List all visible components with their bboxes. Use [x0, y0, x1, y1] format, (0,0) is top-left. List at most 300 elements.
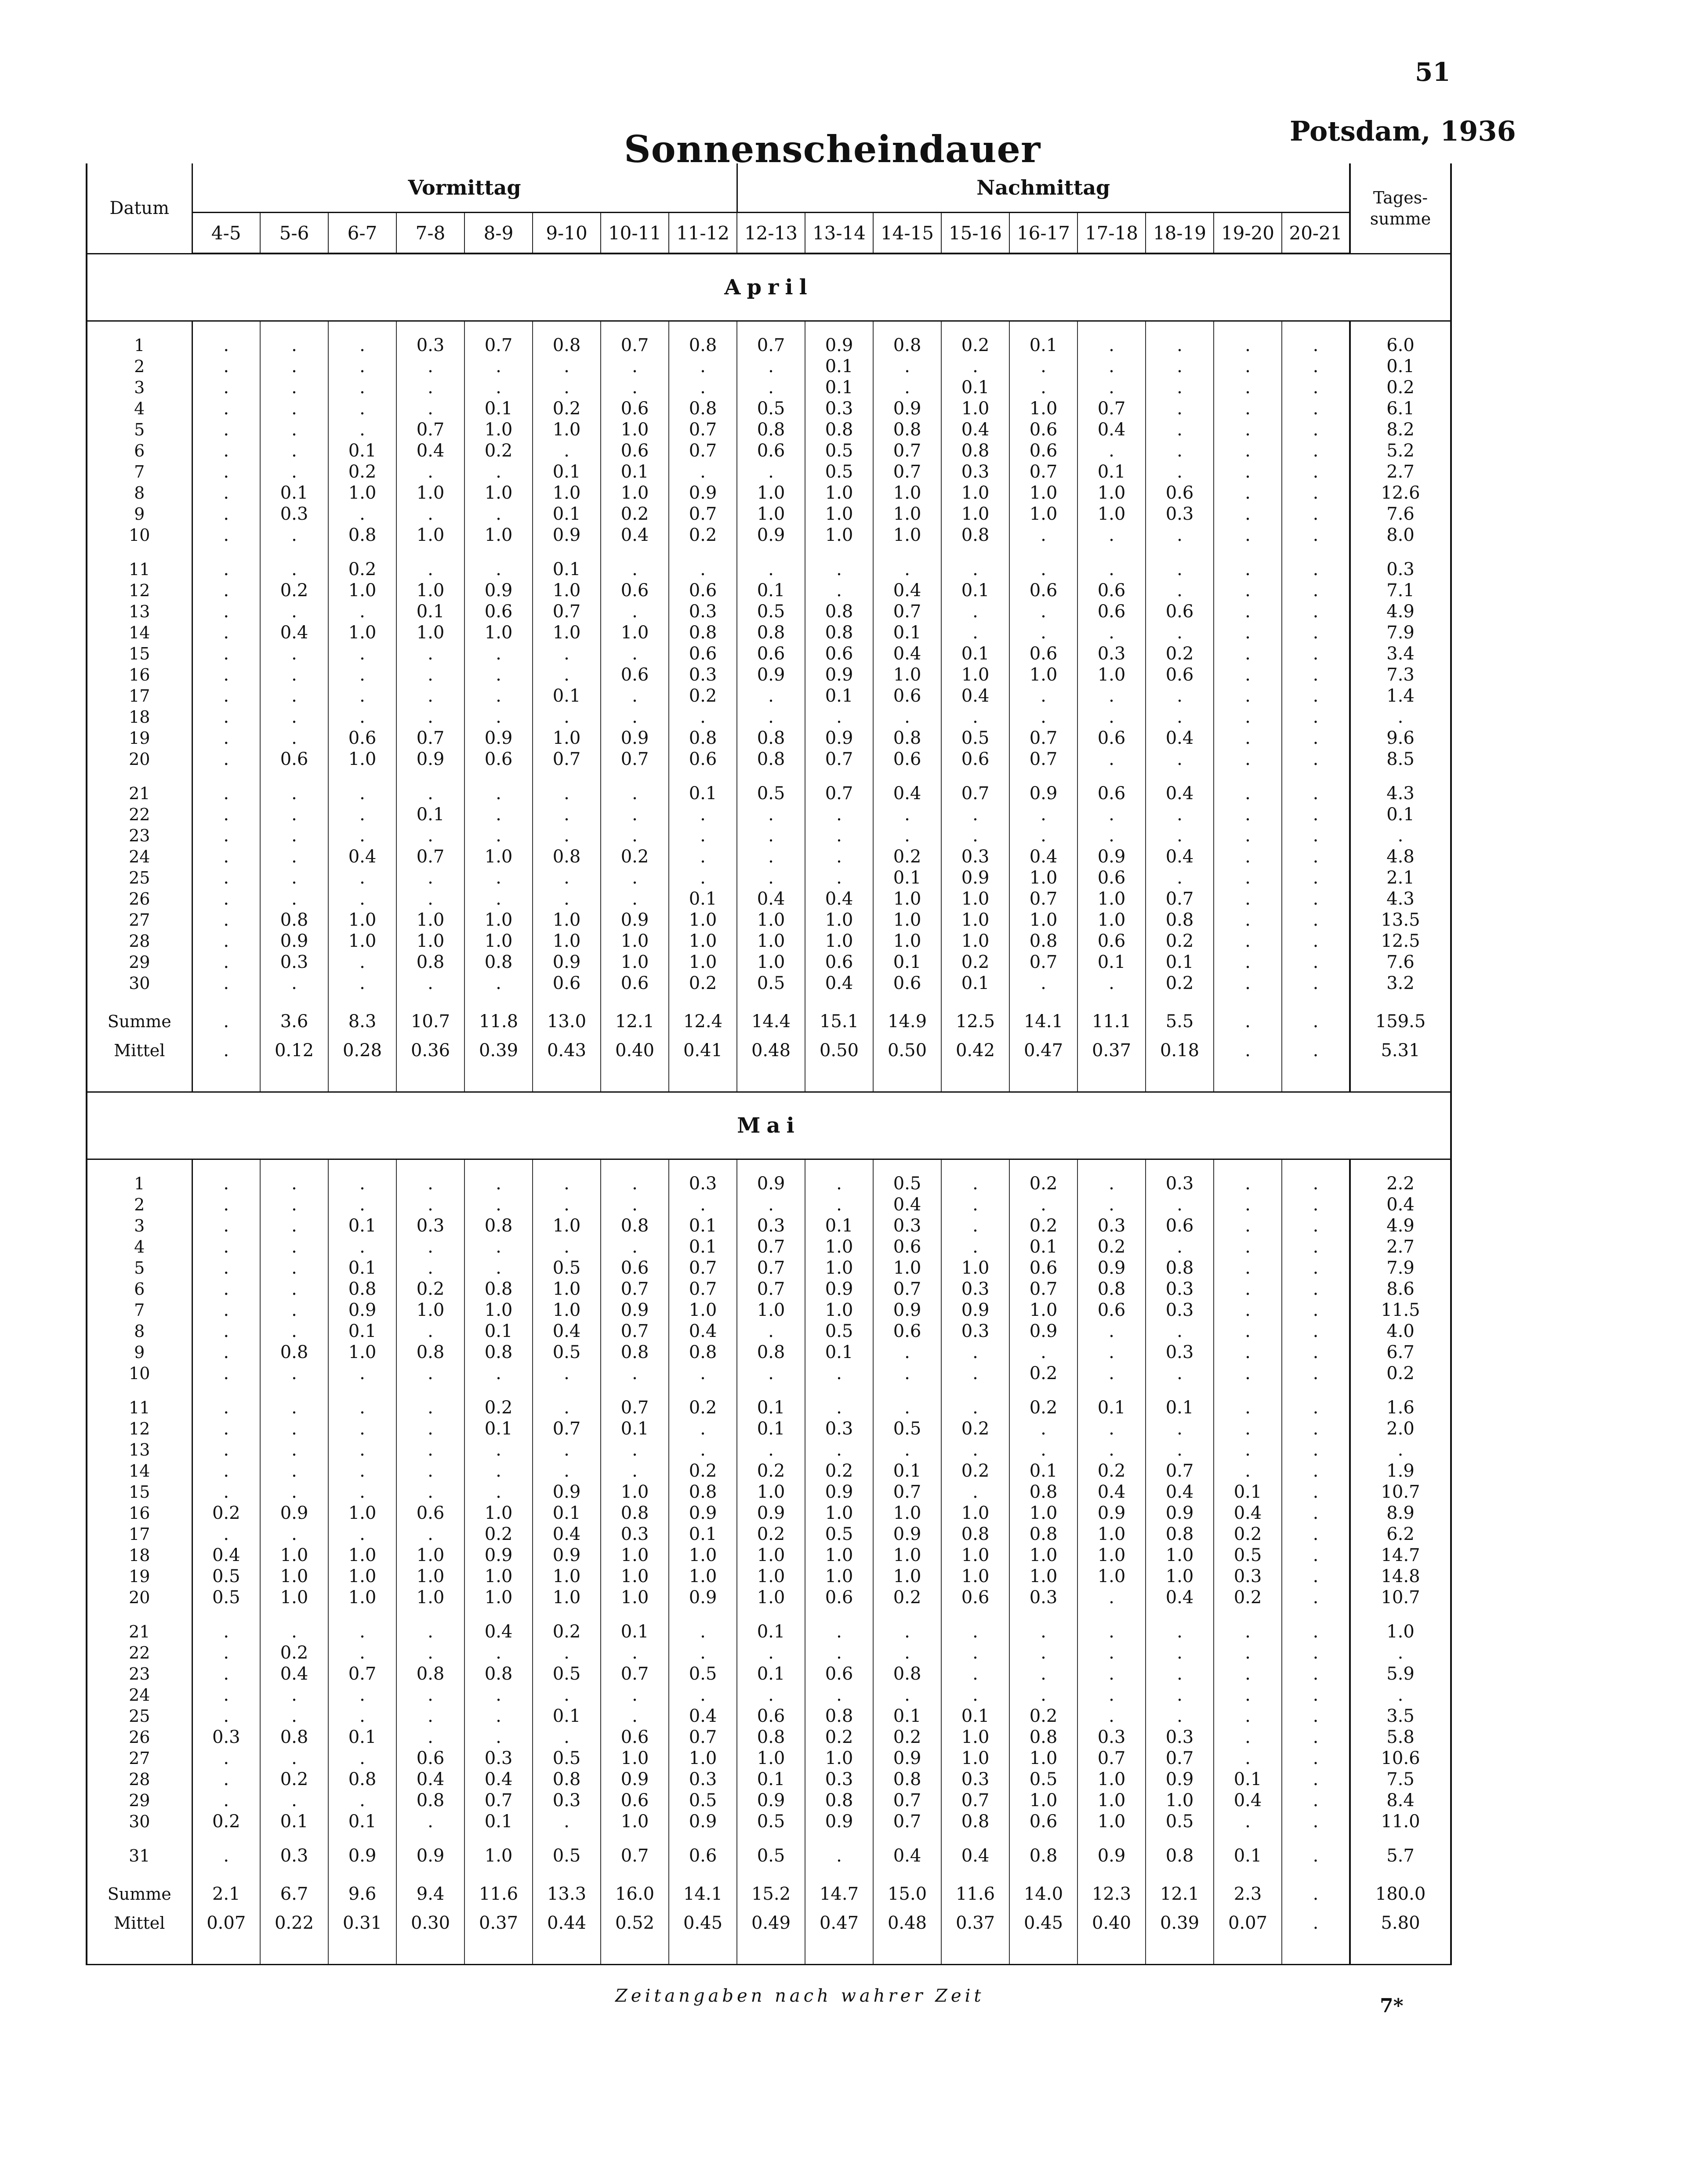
value-cell: 1.0	[805, 1566, 873, 1587]
table-row	[87, 1173, 1451, 1194]
empty-cell	[669, 1866, 737, 1880]
value-cell: .	[396, 888, 464, 909]
empty-cell	[1146, 1608, 1214, 1621]
date-cell: 4	[87, 1236, 192, 1257]
value-cell: .	[1009, 1439, 1077, 1460]
empty-cell	[396, 1065, 464, 1092]
empty-cell	[1214, 994, 1282, 1007]
value-cell: .	[192, 335, 260, 356]
value-cell: .	[873, 1684, 941, 1706]
tagessumme-cell: 8.4	[1350, 1790, 1451, 1811]
value-cell: 0.7	[1009, 461, 1077, 482]
value-cell: 1.0	[328, 1587, 396, 1608]
value-cell: .	[1282, 525, 1350, 546]
value-cell: .	[1282, 931, 1350, 952]
value-cell: .	[328, 1460, 396, 1481]
empty-cell	[192, 1866, 260, 1880]
value-cell: 0.5	[737, 398, 805, 419]
value-cell: 1.0	[601, 622, 669, 643]
value-cell: 0.4	[737, 888, 805, 909]
date-cell: 4	[87, 398, 192, 419]
empty-cell	[1146, 1832, 1214, 1845]
value-cell: .	[1077, 1706, 1146, 1727]
tagessumme-cell: 7.6	[1350, 503, 1451, 525]
value-cell: .	[260, 846, 328, 867]
table-row	[87, 1621, 1451, 1642]
value-cell: 0.9	[873, 1300, 941, 1321]
summe-value: 14.7	[805, 1880, 873, 1909]
value-cell: .	[396, 356, 464, 377]
summe-value: .	[1282, 1880, 1350, 1909]
table-row	[87, 1460, 1451, 1481]
value-cell: .	[1146, 1621, 1214, 1642]
table-body	[87, 254, 1451, 1965]
value-cell: 0.6	[941, 1587, 1009, 1608]
value-cell: 0.3	[1146, 1279, 1214, 1300]
date-cell: 17	[87, 1524, 192, 1545]
value-cell: .	[1009, 1642, 1077, 1663]
empty-cell	[1214, 321, 1282, 335]
value-cell: .	[260, 973, 328, 994]
value-cell: 0.5	[1214, 1545, 1282, 1566]
value-cell: .	[737, 1642, 805, 1663]
value-cell: .	[737, 377, 805, 398]
value-cell: .	[192, 419, 260, 440]
value-cell: .	[1282, 867, 1350, 888]
value-cell: 0.3	[941, 461, 1009, 482]
value-cell: .	[805, 1397, 873, 1418]
value-cell: 0.1	[396, 601, 464, 622]
value-cell: .	[396, 559, 464, 580]
date-cell: 29	[87, 1790, 192, 1811]
value-cell: .	[396, 1257, 464, 1279]
value-cell: .	[260, 559, 328, 580]
value-cell: 0.7	[669, 503, 737, 525]
value-cell: 0.2	[873, 1727, 941, 1748]
empty-cell	[87, 1608, 192, 1621]
empty-cell	[1146, 1384, 1214, 1397]
empty-cell	[737, 1384, 805, 1397]
value-cell: .	[396, 398, 464, 419]
value-cell: 0.7	[601, 749, 669, 770]
value-cell: 0.1	[1077, 1397, 1146, 1418]
value-cell: 0.9	[669, 1587, 737, 1608]
value-cell: .	[601, 706, 669, 728]
value-cell: .	[873, 1621, 941, 1642]
value-cell: 1.0	[328, 482, 396, 503]
value-cell: 1.0	[533, 909, 601, 931]
value-cell: .	[396, 706, 464, 728]
value-cell: 0.1	[669, 888, 737, 909]
value-cell: 1.0	[1077, 1811, 1146, 1832]
value-cell: 0.5	[533, 1748, 601, 1769]
summe-value: 2.3	[1214, 1880, 1282, 1909]
value-cell: 0.2	[601, 846, 669, 867]
empty-cell	[1214, 1384, 1282, 1397]
value-cell: .	[1077, 973, 1146, 994]
value-cell: 0.6	[737, 643, 805, 664]
value-cell: 1.0	[1009, 867, 1077, 888]
table-row	[87, 1236, 1451, 1257]
table-row	[87, 1257, 1451, 1279]
value-cell: .	[1282, 356, 1350, 377]
tagessumme-cell: 0.2	[1350, 1363, 1451, 1384]
value-cell: 0.7	[941, 783, 1009, 804]
date-cell: 18	[87, 1545, 192, 1566]
empty-cell	[1282, 1384, 1350, 1397]
date-cell: 27	[87, 1748, 192, 1769]
value-cell: .	[192, 503, 260, 525]
empty-cell	[601, 1608, 669, 1621]
empty-cell	[941, 770, 1009, 783]
value-cell: .	[260, 706, 328, 728]
empty-cell	[87, 321, 192, 335]
column-header-hour: 11-12	[669, 213, 737, 254]
value-cell: .	[192, 1300, 260, 1321]
value-cell: .	[396, 1321, 464, 1342]
summe-value: 9.4	[396, 1880, 464, 1909]
empty-cell	[464, 321, 533, 335]
empty-cell	[1214, 1866, 1282, 1880]
summe-value: .	[192, 1007, 260, 1036]
empty-cell	[464, 1608, 533, 1621]
value-cell: .	[805, 1621, 873, 1642]
value-cell: 1.0	[1077, 503, 1146, 525]
empty-cell	[669, 770, 737, 783]
value-cell: .	[941, 356, 1009, 377]
value-cell: 0.7	[1009, 952, 1077, 973]
value-cell: 1.0	[1077, 909, 1146, 931]
empty-cell	[328, 1159, 396, 1173]
value-cell: 0.1	[1009, 1460, 1077, 1481]
value-cell: 0.9	[873, 398, 941, 419]
value-cell: 1.0	[1009, 482, 1077, 503]
value-cell: .	[1146, 559, 1214, 580]
empty-cell	[1077, 546, 1146, 559]
value-cell: .	[1214, 525, 1282, 546]
value-cell: .	[533, 664, 601, 685]
tagessumme-cell: 4.0	[1350, 1321, 1451, 1342]
value-cell: 0.7	[328, 1663, 396, 1684]
value-cell: .	[1146, 356, 1214, 377]
mittel-total: 5.31	[1350, 1036, 1451, 1065]
value-cell: .	[464, 1363, 533, 1384]
empty-cell	[328, 321, 396, 335]
value-cell: .	[1282, 1397, 1350, 1418]
value-cell: 0.6	[328, 728, 396, 749]
summe-value: 15.0	[873, 1880, 941, 1909]
value-cell: 0.2	[1077, 1460, 1146, 1481]
value-cell: 0.2	[464, 1397, 533, 1418]
date-cell: 6	[87, 440, 192, 461]
value-cell: .	[1214, 685, 1282, 706]
value-cell: 0.7	[1146, 1748, 1214, 1769]
empty-cell	[1077, 1608, 1146, 1621]
empty-cell	[533, 1832, 601, 1845]
value-cell: .	[873, 377, 941, 398]
value-cell: 0.5	[737, 1811, 805, 1832]
value-cell: 0.6	[1077, 867, 1146, 888]
value-cell: 0.8	[669, 398, 737, 419]
value-cell: 0.2	[1009, 1397, 1077, 1418]
value-cell: .	[1077, 1173, 1146, 1194]
value-cell: 1.0	[873, 1545, 941, 1566]
value-cell: 0.1	[533, 559, 601, 580]
value-cell: 1.0	[941, 1257, 1009, 1279]
value-cell: .	[1146, 440, 1214, 461]
value-cell: 0.8	[601, 1215, 669, 1236]
value-cell: 0.7	[464, 1790, 533, 1811]
table-row	[87, 482, 1451, 503]
empty-cell	[1282, 1938, 1350, 1965]
value-cell: .	[328, 1524, 396, 1545]
summe-value: 15.2	[737, 1880, 805, 1909]
value-cell: .	[192, 1363, 260, 1384]
value-cell: 0.1	[464, 1811, 533, 1832]
value-cell: .	[941, 825, 1009, 846]
value-cell: .	[464, 825, 533, 846]
value-cell: .	[260, 377, 328, 398]
value-cell: .	[464, 503, 533, 525]
value-cell: .	[533, 867, 601, 888]
empty-cell	[260, 1384, 328, 1397]
table-row	[87, 398, 1451, 419]
value-cell: .	[737, 846, 805, 867]
value-cell: 0.7	[873, 1790, 941, 1811]
value-cell: .	[533, 356, 601, 377]
value-cell: 1.0	[601, 931, 669, 952]
value-cell: .	[396, 643, 464, 664]
value-cell: 0.4	[1146, 728, 1214, 749]
value-cell: 0.1	[737, 580, 805, 601]
value-cell: 0.7	[396, 728, 464, 749]
value-cell: 0.4	[533, 1524, 601, 1545]
value-cell: 0.1	[873, 622, 941, 643]
value-cell: .	[1282, 1215, 1350, 1236]
value-cell: 0.6	[669, 1845, 737, 1866]
value-cell: 1.0	[601, 1748, 669, 1769]
table-row	[87, 931, 1451, 952]
value-cell: .	[260, 888, 328, 909]
mittel-value: .	[192, 1036, 260, 1065]
summe-total: 180.0	[1350, 1880, 1451, 1909]
tagessumme-cell: 0.3	[1350, 559, 1451, 580]
empty-cell	[873, 1159, 941, 1173]
tagessumme-cell: 5.9	[1350, 1663, 1451, 1684]
value-cell: .	[328, 377, 396, 398]
value-cell: 0.9	[941, 1300, 1009, 1321]
value-cell: 0.1	[805, 1215, 873, 1236]
summe-value: 14.9	[873, 1007, 941, 1036]
tagessumme-cell: 6.1	[1350, 398, 1451, 419]
value-cell: 1.0	[873, 503, 941, 525]
empty-cell	[737, 321, 805, 335]
value-cell: 0.1	[328, 1257, 396, 1279]
value-cell: 1.0	[805, 1545, 873, 1566]
value-cell: .	[328, 335, 396, 356]
tagessumme-cell: .	[1350, 1684, 1451, 1706]
table-row	[87, 1587, 1451, 1608]
value-cell: .	[1282, 440, 1350, 461]
value-cell: .	[328, 1397, 396, 1418]
value-cell: .	[192, 1321, 260, 1342]
value-cell: .	[396, 377, 464, 398]
mittel-row	[87, 1909, 1451, 1938]
value-cell: 0.6	[1009, 580, 1077, 601]
value-cell: 1.0	[464, 846, 533, 867]
empty-cell	[260, 1866, 328, 1880]
table-row	[87, 888, 1451, 909]
summe-value: 13.0	[533, 1007, 601, 1036]
value-cell: 1.0	[1009, 398, 1077, 419]
value-cell: 0.6	[1077, 601, 1146, 622]
tagessumme-cell: 14.7	[1350, 1545, 1451, 1566]
value-cell: .	[260, 1173, 328, 1194]
value-cell: 1.0	[533, 1300, 601, 1321]
table-row	[87, 804, 1451, 825]
value-cell: .	[873, 1642, 941, 1663]
value-cell: .	[260, 356, 328, 377]
value-cell: 0.7	[941, 1790, 1009, 1811]
mittel-value: 0.37	[464, 1909, 533, 1938]
value-cell: 0.2	[396, 1279, 464, 1300]
empty-cell	[737, 1832, 805, 1845]
mittel-value: 0.37	[1077, 1036, 1146, 1065]
value-cell: .	[192, 580, 260, 601]
value-cell: .	[1214, 1300, 1282, 1321]
empty-cell	[1009, 321, 1077, 335]
value-cell: .	[260, 1418, 328, 1439]
value-cell: .	[1282, 461, 1350, 482]
date-cell: 25	[87, 867, 192, 888]
empty-cell	[1350, 994, 1451, 1007]
value-cell: .	[260, 1397, 328, 1418]
value-cell: .	[1009, 706, 1077, 728]
empty-cell	[873, 1384, 941, 1397]
value-cell: .	[737, 1684, 805, 1706]
value-cell: 0.9	[1077, 1503, 1146, 1524]
empty-cell	[464, 1832, 533, 1845]
value-cell: .	[1077, 1663, 1146, 1684]
value-cell: .	[1282, 419, 1350, 440]
tagessumme-cell: 8.9	[1350, 1503, 1451, 1524]
date-cell: 23	[87, 1663, 192, 1684]
value-cell: 1.0	[1146, 1790, 1214, 1811]
value-cell: 1.0	[873, 664, 941, 685]
empty-cell	[1009, 1159, 1077, 1173]
value-cell: 1.0	[260, 1587, 328, 1608]
value-cell: .	[1146, 685, 1214, 706]
value-cell: 0.2	[1146, 973, 1214, 994]
value-cell: 1.0	[805, 1300, 873, 1321]
empty-cell	[1282, 1065, 1350, 1092]
empty-cell	[1282, 1159, 1350, 1173]
value-cell: 0.8	[941, 1811, 1009, 1832]
value-cell: 0.2	[669, 973, 737, 994]
value-cell: 0.7	[873, 461, 941, 482]
value-cell: .	[192, 1236, 260, 1257]
value-cell: .	[1146, 706, 1214, 728]
empty-cell	[533, 1866, 601, 1880]
mittel-value: 0.45	[1009, 1909, 1077, 1938]
mittel-value: 0.30	[396, 1909, 464, 1938]
spacer-row	[87, 1608, 1451, 1621]
value-cell: 0.5	[737, 601, 805, 622]
value-cell: .	[533, 1460, 601, 1481]
value-cell: 0.8	[873, 419, 941, 440]
value-cell: 0.6	[737, 1706, 805, 1727]
value-cell: .	[396, 1439, 464, 1460]
value-cell: 0.4	[941, 1845, 1009, 1866]
value-cell: .	[260, 1321, 328, 1342]
value-cell: .	[941, 1194, 1009, 1215]
value-cell: 0.6	[1077, 580, 1146, 601]
empty-cell	[1350, 1608, 1451, 1621]
date-cell: 26	[87, 888, 192, 909]
value-cell: .	[192, 1439, 260, 1460]
summe-label: Summe	[87, 1007, 192, 1036]
value-cell: 1.0	[873, 1503, 941, 1524]
value-cell: .	[1282, 1587, 1350, 1608]
mittel-label: Mittel	[87, 1036, 192, 1065]
value-cell: 0.9	[805, 664, 873, 685]
value-cell: 1.0	[260, 1566, 328, 1587]
value-cell: 1.0	[737, 1300, 805, 1321]
empty-cell	[533, 1608, 601, 1621]
value-cell: 0.6	[1077, 1300, 1146, 1321]
empty-cell	[396, 546, 464, 559]
value-cell: .	[396, 867, 464, 888]
value-cell: 0.9	[873, 1748, 941, 1769]
value-cell: 0.4	[601, 525, 669, 546]
value-cell: .	[192, 525, 260, 546]
value-cell: .	[1077, 356, 1146, 377]
value-cell: .	[1214, 461, 1282, 482]
table-row	[87, 825, 1451, 846]
value-cell: 0.9	[669, 482, 737, 503]
tagessumme-cell: 2.1	[1350, 867, 1451, 888]
empty-cell	[328, 1832, 396, 1845]
value-cell: .	[260, 525, 328, 546]
value-cell: .	[260, 804, 328, 825]
mittel-value: 0.41	[669, 1036, 737, 1065]
value-cell: .	[464, 1257, 533, 1279]
value-cell: 0.6	[805, 1587, 873, 1608]
tagessumme-cell: 3.2	[1350, 973, 1451, 994]
date-cell: 19	[87, 728, 192, 749]
value-cell: .	[1214, 1194, 1282, 1215]
value-cell: 0.1	[328, 1321, 396, 1342]
value-cell: .	[1214, 1418, 1282, 1439]
value-cell: .	[260, 440, 328, 461]
mittel-row	[87, 1036, 1451, 1065]
empty-cell	[464, 1065, 533, 1092]
value-cell: 1.0	[805, 1748, 873, 1769]
value-cell: 1.0	[873, 931, 941, 952]
value-cell: .	[1282, 1418, 1350, 1439]
value-cell: .	[1282, 1748, 1350, 1769]
value-cell: 1.0	[328, 622, 396, 643]
mittel-value: 0.48	[873, 1909, 941, 1938]
empty-cell	[1146, 1938, 1214, 1965]
table-row	[87, 335, 1451, 356]
value-cell: 0.8	[873, 335, 941, 356]
value-cell: 0.7	[601, 1321, 669, 1342]
value-cell: 0.4	[1214, 1503, 1282, 1524]
value-cell: 0.4	[192, 1545, 260, 1566]
value-cell: 0.8	[260, 1727, 328, 1748]
value-cell: .	[328, 1439, 396, 1460]
